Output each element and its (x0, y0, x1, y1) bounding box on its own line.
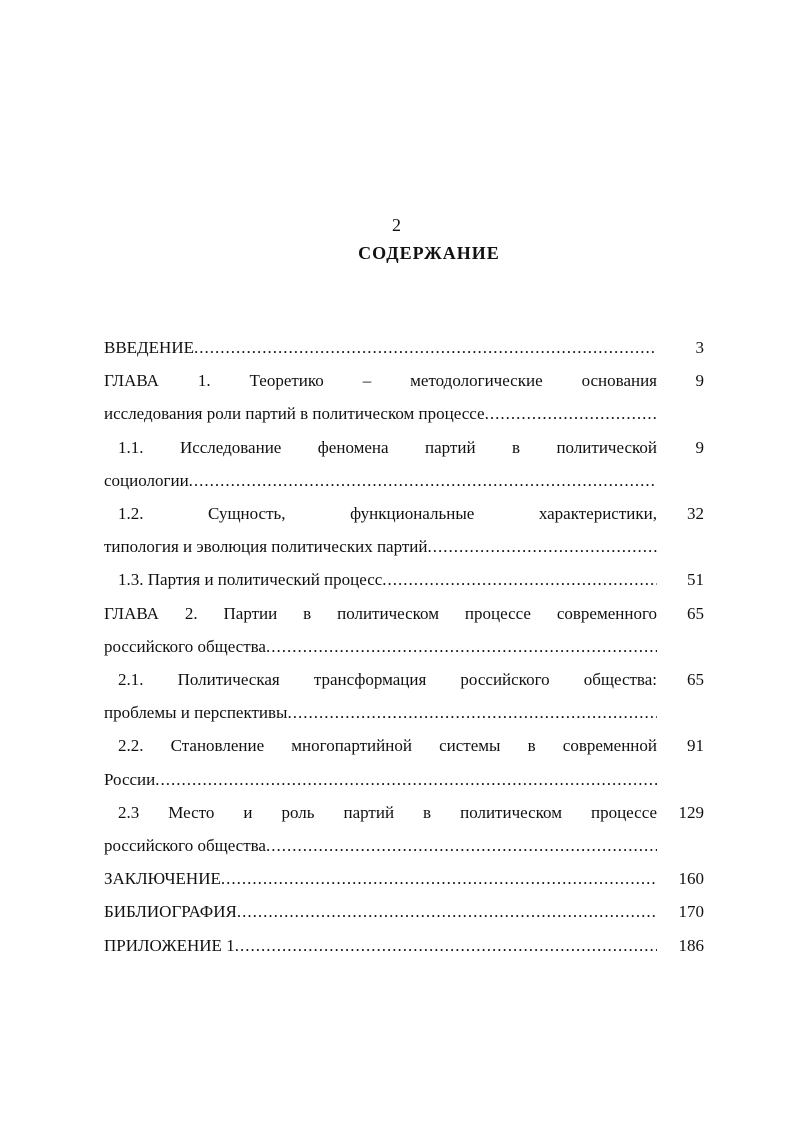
toc-entry-chapter-1[interactable] (104, 364, 704, 430)
toc-entry-appendix-1[interactable] (104, 929, 704, 962)
toc-entry-title-cont: проблемы и перспективы (104, 703, 288, 723)
dot-leader (485, 397, 657, 430)
toc-entry-title: ГЛАВА 2. Партии в политическом процессе современного (104, 603, 657, 623)
toc-entry-title: БИБЛИОГРАФИЯ (104, 902, 237, 922)
page-title: СОДЕРЖАНИЕ (358, 243, 500, 263)
toc-entry-page: 170 (678, 902, 704, 922)
toc-entry-conclusion[interactable] (104, 862, 704, 895)
toc-entry-title-cont: российского общества (104, 636, 266, 656)
toc-entry-title: 2.1. Политическая трансформация российского общества: (118, 669, 657, 689)
toc-entry-page: 65 (687, 603, 704, 623)
toc-entry-title: 2.2. Становление многопартийной системы в современной (118, 736, 657, 756)
toc-entry-page: 65 (687, 669, 704, 689)
toc-entry-title: ПРИЛОЖЕНИЕ 1 (104, 935, 235, 955)
toc-entry-title-cont: типология и эволюция политических партий (104, 537, 428, 557)
toc-entry-page: 32 (687, 503, 704, 523)
toc-entry-page: 51 (687, 570, 704, 590)
toc-entry-title: ГЛАВА 1. Теоретико – методологические основания (104, 371, 657, 391)
toc-entry-title: 1.3. Партия и политический процесс (118, 570, 383, 590)
toc-entry-introduction[interactable] (104, 331, 704, 364)
dot-leader (428, 530, 658, 563)
toc-entry-title: 1.1. Исследование феномена партий в политической (118, 437, 657, 457)
toc-entry-section-1-1[interactable] (104, 431, 704, 497)
toc-entry-title-cont: исследования роли партий в политическом процессе (104, 404, 485, 424)
page-number: 2 (392, 215, 401, 235)
toc-entry-title: ВВЕДЕНИЕ (104, 338, 194, 357)
dot-leader (155, 763, 657, 796)
toc-entry-section-1-2[interactable] (104, 497, 704, 563)
dot-leader (221, 862, 657, 895)
dot-leader (382, 563, 657, 596)
toc-entry-chapter-2[interactable] (104, 597, 704, 663)
dot-leader (235, 929, 657, 962)
toc-entry-title: 2.3 Место и роль партий в политическом процессе (118, 802, 657, 822)
toc-entry-section-2-1[interactable] (104, 663, 704, 729)
toc-entry-title-cont: России (104, 769, 156, 789)
dot-leader (194, 331, 657, 364)
table-of-contents (104, 331, 704, 962)
toc-entry-page: 9 (695, 371, 704, 391)
toc-entry-title-cont: российского общества (104, 835, 266, 855)
toc-entry-page: 186 (678, 935, 704, 955)
toc-entry-title: 1.2. Сущность, функциональные характеристики, (118, 503, 657, 523)
toc-entry-page: 91 (687, 736, 704, 756)
toc-entry-page: 160 (678, 869, 704, 889)
toc-entry-page: 3 (695, 338, 704, 357)
toc-entry-title: ЗАКЛЮЧЕНИЕ (104, 869, 221, 889)
toc-entry-page: 129 (678, 802, 704, 822)
dot-leader (287, 696, 657, 729)
toc-entry-page: 9 (695, 437, 704, 457)
dot-leader (189, 464, 657, 497)
dot-leader (266, 630, 657, 663)
dot-leader (266, 829, 657, 862)
dot-leader (237, 895, 657, 928)
toc-entry-title-cont: социологии (104, 470, 189, 490)
toc-entry-section-2-2[interactable] (104, 729, 704, 795)
toc-entry-section-1-3[interactable] (104, 563, 704, 596)
toc-entry-section-2-3[interactable] (104, 796, 704, 862)
toc-entry-bibliography[interactable] (104, 895, 704, 928)
